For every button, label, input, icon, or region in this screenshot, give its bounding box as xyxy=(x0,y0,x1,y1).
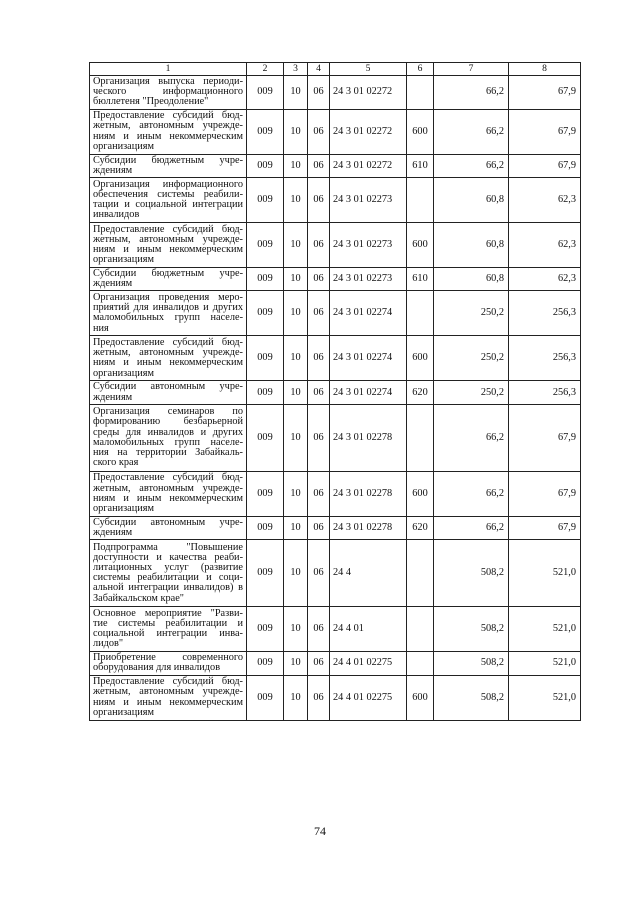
target-article-code: 24 3 01 02272 xyxy=(330,154,407,177)
row-description: Субсидии автономным учре- ждениям xyxy=(90,516,247,539)
subsection-code: 06 xyxy=(308,381,330,404)
row-description: Основное мероприятие "Разви- тие системы реабилитации и социальной интеграции инва- лидов" xyxy=(90,607,247,652)
row-description: Предоставление субсидий бюд- жетным, автономным учрежде- ниям и иным некоммерческим организациям xyxy=(90,223,247,268)
table-row xyxy=(90,178,581,223)
expense-type-code xyxy=(407,178,434,223)
amount-col8: 67,9 xyxy=(509,471,581,516)
expense-type-code: 600 xyxy=(407,109,434,154)
ministry-code: 009 xyxy=(247,178,284,223)
subsection-code: 06 xyxy=(308,109,330,154)
row-description: Субсидии бюджетным учре- ждениям xyxy=(90,268,247,291)
amount-col7: 508,2 xyxy=(434,607,509,652)
amount-col7: 250,2 xyxy=(434,381,509,404)
expense-type-code: 600 xyxy=(407,675,434,720)
target-article-code: 24 3 01 02274 xyxy=(330,381,407,404)
table-row xyxy=(90,652,581,675)
amount-col7: 66,2 xyxy=(434,471,509,516)
amount-col7: 60,8 xyxy=(434,223,509,268)
row-description: Субсидии автономным учре- ждениям xyxy=(90,381,247,404)
row-description: Предоставление субсидий бюд- жетным, автономным учрежде- ниям и иным некоммерческим организациям xyxy=(90,109,247,154)
table-row xyxy=(90,76,581,110)
amount-col8: 256,3 xyxy=(509,381,581,404)
section-code: 10 xyxy=(284,404,308,471)
header-cell: 4 xyxy=(308,63,330,76)
amount-col8: 256,3 xyxy=(509,291,581,336)
row-description: Субсидии бюджетным учре- ждениям xyxy=(90,154,247,177)
target-article-code: 24 3 01 02278 xyxy=(330,404,407,471)
amount-col7: 250,2 xyxy=(434,336,509,381)
expense-type-code: 620 xyxy=(407,516,434,539)
amount-col8: 256,3 xyxy=(509,336,581,381)
expense-type-code xyxy=(407,540,434,607)
table-row xyxy=(90,291,581,336)
amount-col7: 66,2 xyxy=(434,516,509,539)
target-article-code: 24 3 01 02274 xyxy=(330,291,407,336)
row-description: Подпрограмма "Повышение доступности и качества реаби- литационных услуг (развитие системы реабилитации и соци- альной интеграции инвалидов) в Забайкальском крае" xyxy=(90,540,247,607)
expense-type-code: 600 xyxy=(407,471,434,516)
section-code: 10 xyxy=(284,76,308,110)
table-row xyxy=(90,223,581,268)
target-article-code: 24 4 01 02275 xyxy=(330,652,407,675)
ministry-code: 009 xyxy=(247,291,284,336)
section-code: 10 xyxy=(284,178,308,223)
subsection-code: 06 xyxy=(308,607,330,652)
header-cell: 8 xyxy=(509,63,581,76)
table-row xyxy=(90,336,581,381)
ministry-code: 009 xyxy=(247,381,284,404)
budget-table xyxy=(89,62,581,721)
table-row xyxy=(90,516,581,539)
table-row xyxy=(90,675,581,720)
target-article-code: 24 4 01 xyxy=(330,607,407,652)
header-cell: 1 xyxy=(90,63,247,76)
table-header-row xyxy=(90,63,581,76)
amount-col8: 67,9 xyxy=(509,154,581,177)
subsection-code: 06 xyxy=(308,652,330,675)
subsection-code: 06 xyxy=(308,540,330,607)
amount-col8: 62,3 xyxy=(509,178,581,223)
ministry-code: 009 xyxy=(247,336,284,381)
expense-type-code: 610 xyxy=(407,154,434,177)
amount-col7: 66,2 xyxy=(434,154,509,177)
subsection-code: 06 xyxy=(308,291,330,336)
expense-type-code xyxy=(407,404,434,471)
section-code: 10 xyxy=(284,291,308,336)
header-cell: 2 xyxy=(247,63,284,76)
row-description: Организация выпуска периоди- ческого информационного бюллетеня "Преодоление" xyxy=(90,76,247,110)
ministry-code: 009 xyxy=(247,404,284,471)
target-article-code: 24 3 01 02272 xyxy=(330,109,407,154)
target-article-code: 24 3 01 02278 xyxy=(330,471,407,516)
amount-col7: 66,2 xyxy=(434,76,509,110)
table-row xyxy=(90,404,581,471)
ministry-code: 009 xyxy=(247,268,284,291)
row-description: Организация проведения меро- приятий для инвалидов и других маломобильных групп населе- ния xyxy=(90,291,247,336)
subsection-code: 06 xyxy=(308,404,330,471)
amount-col7: 60,8 xyxy=(434,178,509,223)
section-code: 10 xyxy=(284,381,308,404)
target-article-code: 24 4 01 02275 xyxy=(330,675,407,720)
amount-col8: 67,9 xyxy=(509,109,581,154)
amount-col8: 521,0 xyxy=(509,540,581,607)
row-description: Организация семинаров по формированию безбарьерной среды для инвалидов и других маломобильных групп населе- ния на территории Забайкаль- ского края xyxy=(90,404,247,471)
subsection-code: 06 xyxy=(308,516,330,539)
ministry-code: 009 xyxy=(247,109,284,154)
amount-col7: 66,2 xyxy=(434,404,509,471)
amount-col8: 62,3 xyxy=(509,223,581,268)
row-description: Приобретение современного оборудования для инвалидов xyxy=(90,652,247,675)
expense-type-code xyxy=(407,291,434,336)
table-row xyxy=(90,154,581,177)
amount-col8: 67,9 xyxy=(509,76,581,110)
ministry-code: 009 xyxy=(247,223,284,268)
amount-col7: 508,2 xyxy=(434,675,509,720)
ministry-code: 009 xyxy=(247,76,284,110)
amount-col8: 62,3 xyxy=(509,268,581,291)
expense-type-code xyxy=(407,652,434,675)
row-description: Предоставление субсидий бюд- жетным, автономным учрежде- ниям и иным некоммерческим организациям xyxy=(90,336,247,381)
section-code: 10 xyxy=(284,471,308,516)
section-code: 10 xyxy=(284,268,308,291)
section-code: 10 xyxy=(284,223,308,268)
amount-col7: 60,8 xyxy=(434,268,509,291)
table-row xyxy=(90,607,581,652)
target-article-code: 24 4 xyxy=(330,540,407,607)
subsection-code: 06 xyxy=(308,471,330,516)
ministry-code: 009 xyxy=(247,540,284,607)
amount-col8: 521,0 xyxy=(509,675,581,720)
ministry-code: 009 xyxy=(247,154,284,177)
table-row xyxy=(90,268,581,291)
amount-col8: 67,9 xyxy=(509,404,581,471)
section-code: 10 xyxy=(284,154,308,177)
subsection-code: 06 xyxy=(308,76,330,110)
table-row xyxy=(90,540,581,607)
expense-type-code xyxy=(407,607,434,652)
subsection-code: 06 xyxy=(308,268,330,291)
subsection-code: 06 xyxy=(308,223,330,268)
section-code: 10 xyxy=(284,607,308,652)
ministry-code: 009 xyxy=(247,471,284,516)
row-description: Организация информационного обеспечения системы реабили- тации и социальной интеграции инвалидов xyxy=(90,178,247,223)
expense-type-code: 610 xyxy=(407,268,434,291)
subsection-code: 06 xyxy=(308,675,330,720)
section-code: 10 xyxy=(284,540,308,607)
target-article-code: 24 3 01 02273 xyxy=(330,268,407,291)
amount-col8: 67,9 xyxy=(509,516,581,539)
amount-col7: 508,2 xyxy=(434,652,509,675)
amount-col8: 521,0 xyxy=(509,652,581,675)
target-article-code: 24 3 01 02274 xyxy=(330,336,407,381)
section-code: 10 xyxy=(284,109,308,154)
table-row xyxy=(90,381,581,404)
row-description: Предоставление субсидий бюд- жетным, автономным учрежде- ниям и иным некоммерческим организациям xyxy=(90,675,247,720)
section-code: 10 xyxy=(284,675,308,720)
target-article-code: 24 3 01 02273 xyxy=(330,178,407,223)
header-cell: 7 xyxy=(434,63,509,76)
target-article-code: 24 3 01 02278 xyxy=(330,516,407,539)
header-cell: 5 xyxy=(330,63,407,76)
ministry-code: 009 xyxy=(247,516,284,539)
subsection-code: 06 xyxy=(308,178,330,223)
target-article-code: 24 3 01 02272 xyxy=(330,76,407,110)
subsection-code: 06 xyxy=(308,154,330,177)
ministry-code: 009 xyxy=(247,652,284,675)
section-code: 10 xyxy=(284,336,308,381)
row-description: Предоставление субсидий бюд- жетным, автономным учрежде- ниям и иным некоммерческим организациям xyxy=(90,471,247,516)
ministry-code: 009 xyxy=(247,607,284,652)
expense-type-code: 600 xyxy=(407,223,434,268)
target-article-code: 24 3 01 02273 xyxy=(330,223,407,268)
section-code: 10 xyxy=(284,652,308,675)
amount-col8: 521,0 xyxy=(509,607,581,652)
header-cell: 6 xyxy=(407,63,434,76)
expense-type-code: 600 xyxy=(407,336,434,381)
table-row xyxy=(90,109,581,154)
amount-col7: 66,2 xyxy=(434,109,509,154)
table-row xyxy=(90,471,581,516)
header-cell: 3 xyxy=(284,63,308,76)
ministry-code: 009 xyxy=(247,675,284,720)
expense-type-code: 620 xyxy=(407,381,434,404)
expense-type-code xyxy=(407,76,434,110)
page-number: 74 xyxy=(314,824,326,838)
section-code: 10 xyxy=(284,516,308,539)
amount-col7: 508,2 xyxy=(434,540,509,607)
amount-col7: 250,2 xyxy=(434,291,509,336)
subsection-code: 06 xyxy=(308,336,330,381)
